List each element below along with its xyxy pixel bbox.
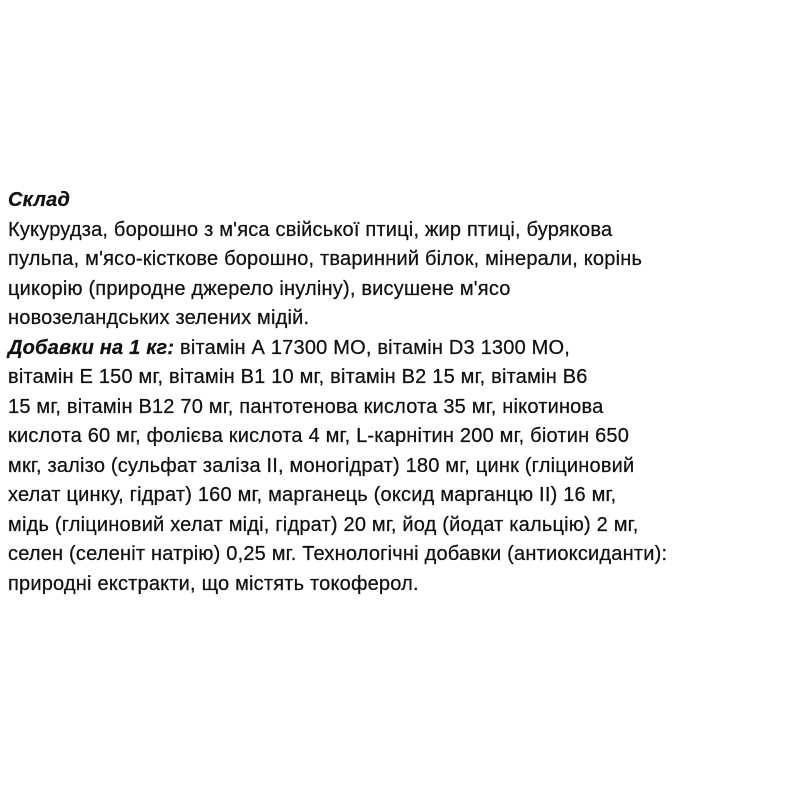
- additives-line: селен (селеніт натрію) 0,25 мг. Технологічні добавки (антиоксиданти):: [8, 543, 668, 565]
- ingredients-line: новозеландських зелених мідій.: [8, 307, 310, 329]
- composition-document: [8, 186, 794, 599]
- ingredients-line: цикорію (природне джерело інуліну), висушене м'ясо: [8, 277, 511, 300]
- additives-line: кислота 60 мг, фолієва кислота 4 мг, L-карнітин 200 мг, біотин 650: [8, 425, 630, 447]
- additives-line: природні екстракти, що містять токоферол.: [8, 572, 419, 595]
- additives-first-line-text: вітамін А 17300 МО, вітамін D3 1300 МО,: [174, 336, 571, 359]
- ingredients-line: Кукурудза, борошно з м'яса свійської птиці, жир птиці, бурякова: [8, 218, 613, 241]
- additives-line: хелат цинку, гідрат) 160 мг, марганець (оксид марганцю II) 16 мг,: [8, 484, 617, 506]
- ingredients-line: пульпа, м'ясо-кісткове борошно, тваринний білок, мінерали, корінь: [8, 248, 643, 270]
- additives-line: мідь (гліциновий хелат міді, гідрат) 20 мг, йод (йодат кальцію) 2 мг,: [8, 513, 639, 536]
- additives-first-line: [8, 334, 794, 364]
- additives-line: 15 мг, вітамін В12 70 мг, пантотенова кислота 35 мг, нікотинова: [8, 395, 604, 418]
- composition-heading: Склад: [8, 189, 71, 211]
- additives-line: вітамін Е 150 мг, вітамін В1 10 мг, вітамін В2 15 мг, вітамін В6: [8, 366, 588, 388]
- additives-line: мкг, залізо (сульфат заліза II, моногідрат) 180 мг, цинк (гліциновий: [8, 454, 635, 477]
- additives-label: Добавки на 1 кг:: [8, 336, 175, 359]
